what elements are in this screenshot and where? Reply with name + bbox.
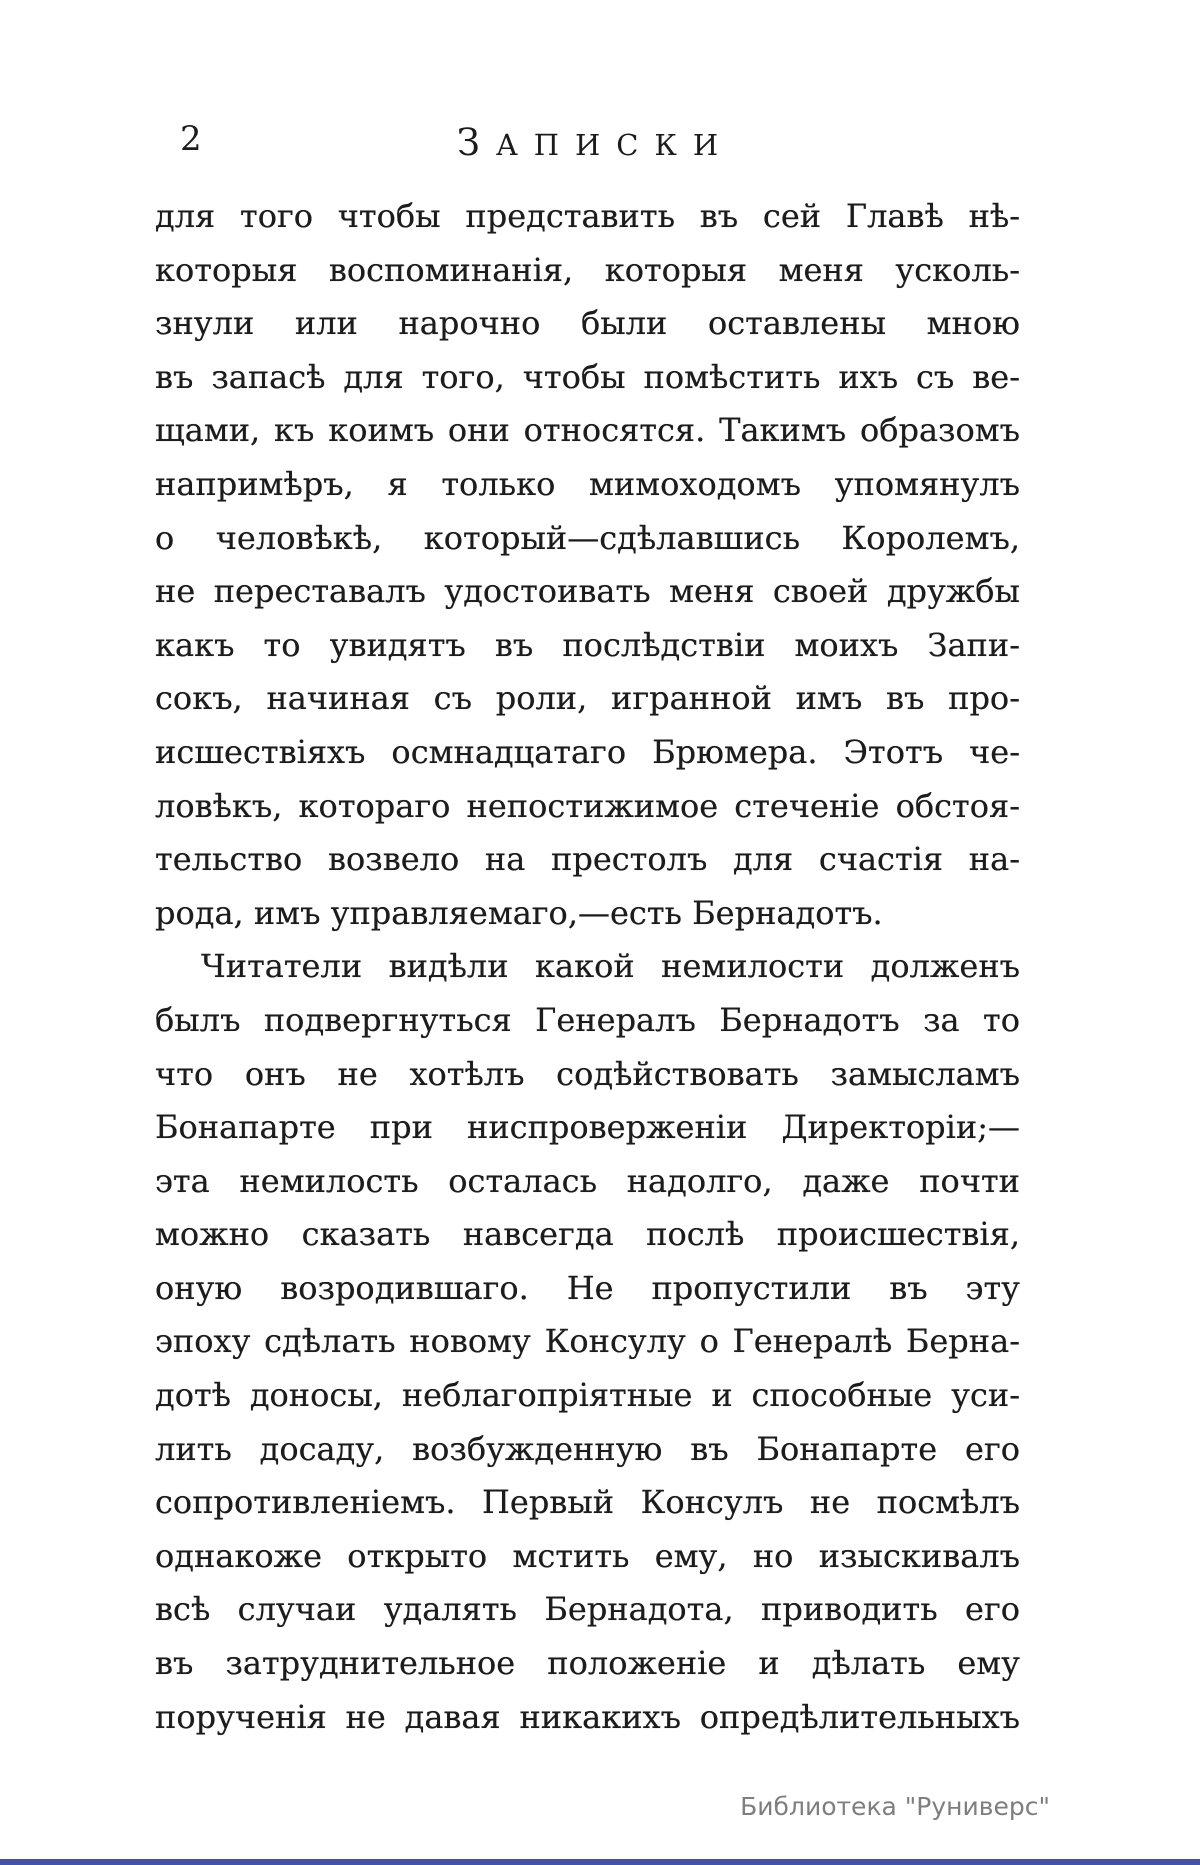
text-line: порученія не давая никакихъ опредѣлительныхъ (155, 1697, 1020, 1736)
text-line: Бонапарте при ниспроверженіи Директоріи;— (155, 1108, 1020, 1147)
text-line: исшествіяхъ осмнадцатаго Брюмера. Этотъ че- (155, 732, 1020, 771)
text-line: Читатели видѣли какой немилости долженъ (201, 947, 1020, 986)
watermark-footer: Библиотека "Руниверс" (740, 1792, 1050, 1821)
text-line: дотѣ доносы, неблагопріятные и способные уси- (155, 1376, 1020, 1415)
text-line: которыя воспоминанія, которыя меня усколь- (155, 250, 1020, 289)
text-line: въ запасѣ для того, чтобы помѣстить ихъ съ ве- (155, 357, 1020, 396)
running-title: ЗАПИСКИ (456, 121, 735, 164)
text-line: тельство возвело на престолъ для счастія на- (155, 840, 1020, 879)
text-line: эта немилость осталась надолго, даже почти (155, 1161, 1020, 1200)
text-line: оную возродившаго. Не пропустили въ эту (155, 1268, 1020, 1307)
text-line: напримѣръ, я только мимоходомъ упомянулъ (155, 464, 1020, 503)
page-number: 2 (180, 119, 202, 159)
text-line: знули или нарочно были оставлены мною (155, 304, 1020, 343)
text-line: ловѣкъ, котораго непостижимое стеченіе обстоя- (155, 786, 1020, 825)
text-line: о человѣкѣ, который—сдѣлавшись Королемъ, (155, 518, 1020, 557)
text-line: эпоху сдѣлать новому Консулу о Генералѣ Берна- (155, 1322, 1020, 1361)
text-line: однакоже открыто мстить ему, но изыскивалъ (155, 1536, 1020, 1575)
text-line: лить досаду, возбужденную въ Бонапарте его (155, 1429, 1020, 1468)
text-line: можно сказать навсегда послѣ происшествія, (155, 1215, 1020, 1254)
text-line: рода, имъ управляемаго,—есть Бернадотъ. (155, 893, 883, 932)
text-line: что онъ не хотѣлъ содѣйствовать замысламъ (155, 1054, 1020, 1093)
text-line: щами, къ коимъ они относятся. Такимъ образомъ (155, 411, 1020, 450)
text-line: былъ подвергнуться Генералъ Бернадотъ за то (155, 1000, 1020, 1039)
text-line: всѣ случаи удалять Бернадота, приводить его (155, 1590, 1020, 1629)
body-text (155, 190, 1020, 1744)
text-line: сокъ, начиная съ роли, игранной имъ въ про- (155, 679, 1020, 718)
text-line: не переставалъ удостоивать меня своей дружбы (155, 572, 1020, 611)
text-line: для того чтобы представить въ сей Главѣ нѣ- (155, 197, 1020, 235)
text-line: въ затруднительное положеніе и дѣлать ему (155, 1644, 1020, 1683)
text-line: какъ то увидятъ въ послѣдствіи моихъ Запи- (155, 625, 1020, 664)
bottom-blue-bar (0, 1859, 1200, 1865)
text-line: сопротивленіемъ. Первый Консулъ не посмѣлъ (155, 1483, 1020, 1522)
